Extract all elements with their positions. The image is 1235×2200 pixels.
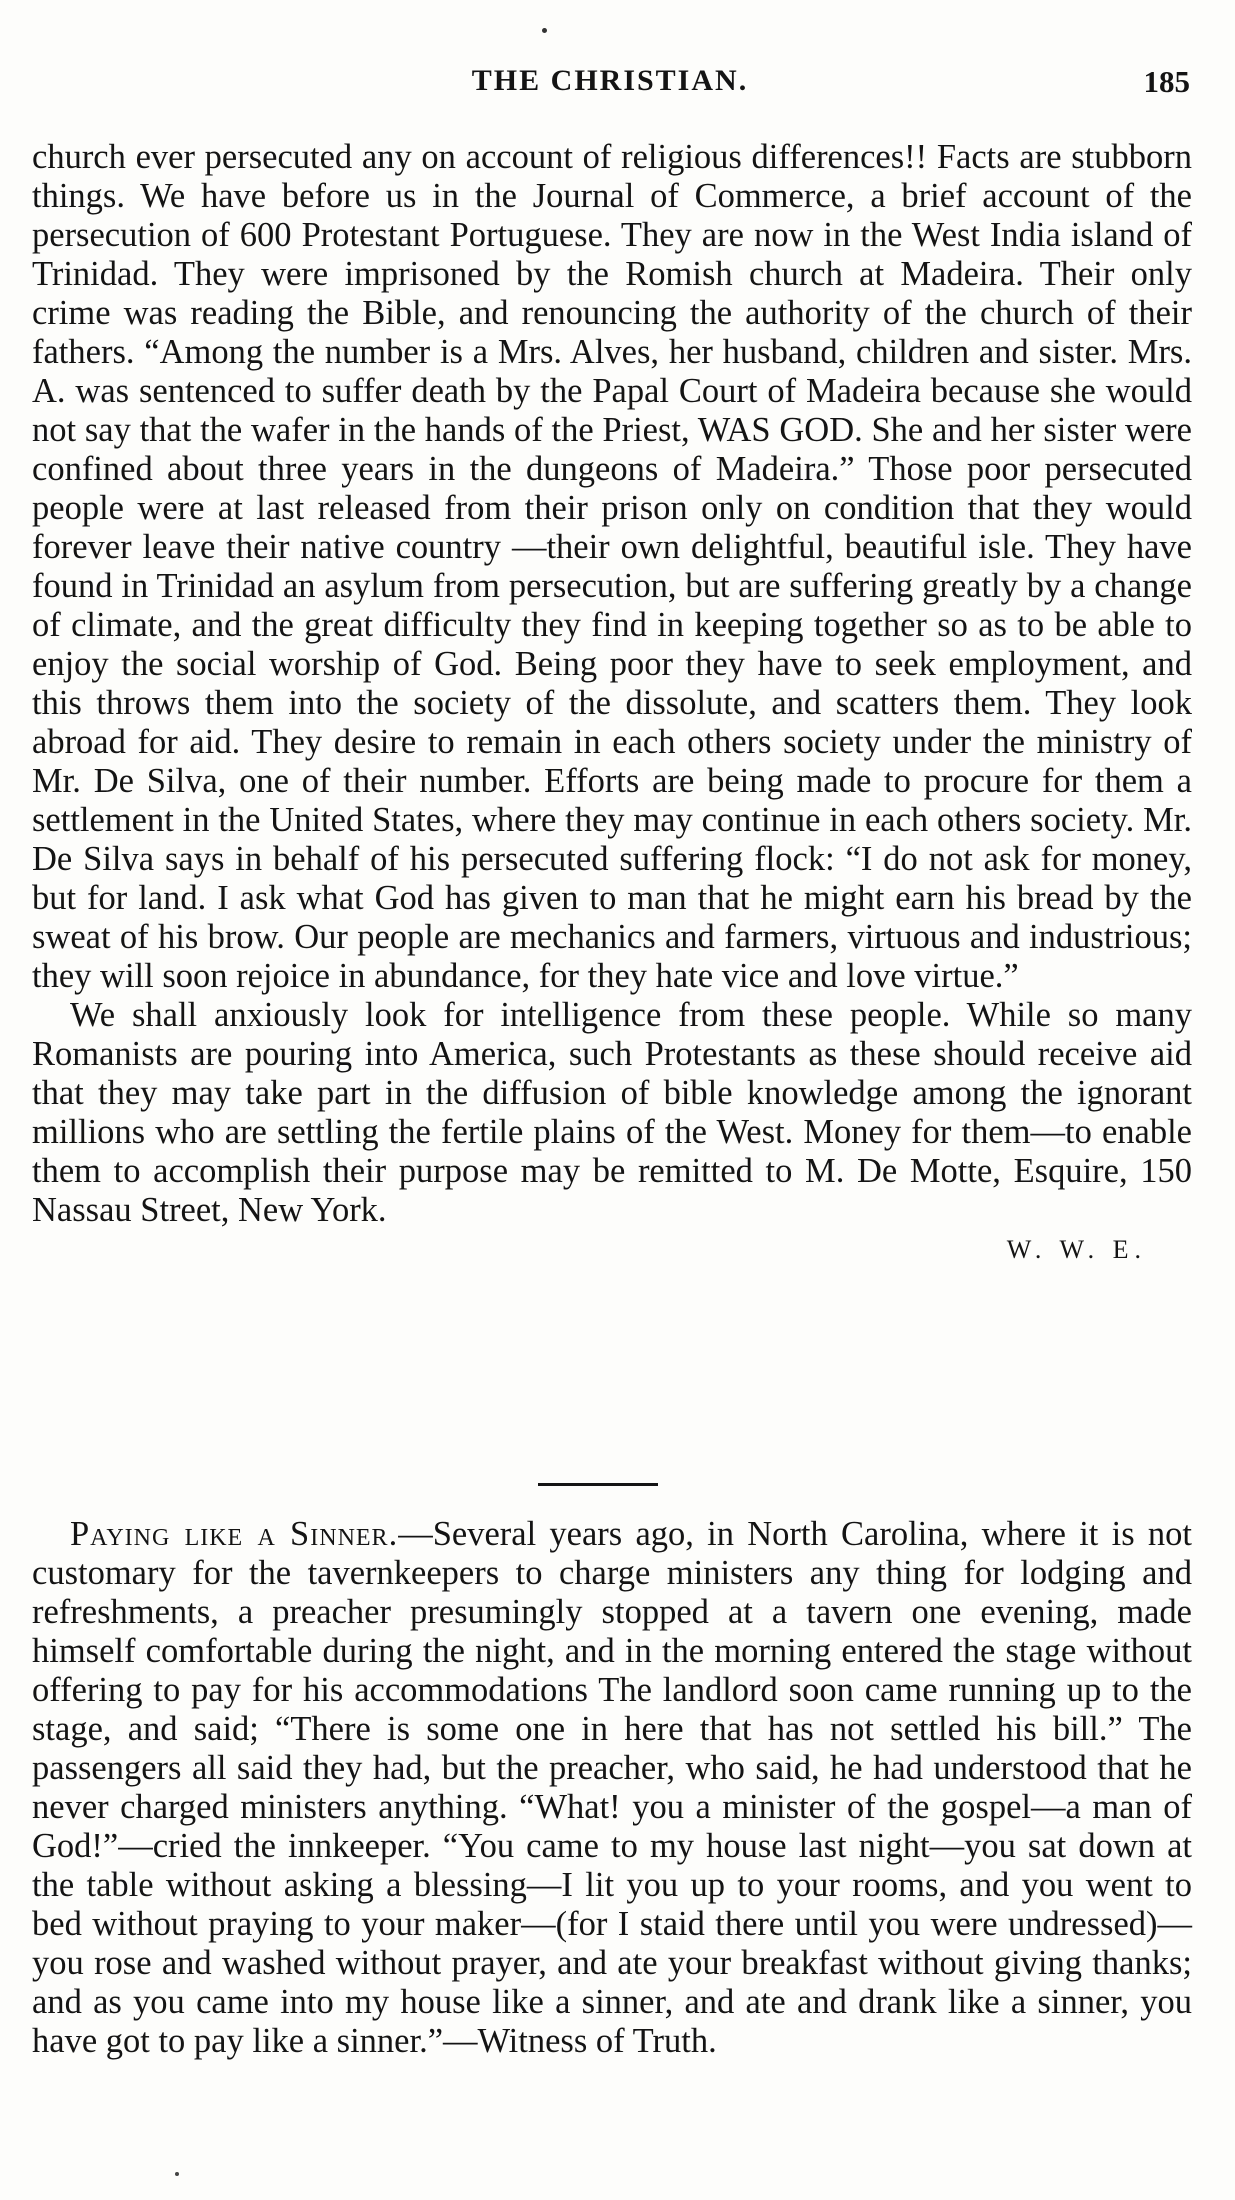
article-persecuted-protestants: [32, 138, 1192, 1270]
running-title: THE CHRISTIAN.: [471, 64, 749, 97]
article-paragraph: [32, 1515, 1192, 2061]
article-paragraph: church ever persecuted any on account of religious differences!! Facts are stubborn things. We have before us in the Journal of Commerce, a brief account of the persecution of 600 Protestant Portuguese. They are now in the West India island of Trinidad. They were imprisoned by the Romish church at Madeira. Their only crime was reading the Bible, and renouncing the authority of the church of their fathers. “Among the number is a Mrs. Alves, her husband, children and sister. Mrs. A. was sentenced to suffer death by the Papal Court of Madeira because she would not say that the wafer in the hands of the Priest, WAS GOD. She and her sister were confined about three years in the dungeons of Madeira.” Those poor persecuted people were at last released from their prison only on condition that they would forever leave their native country —their own delightful, beautiful isle. They have found in Trinidad an asylum from persecution, but are suffering greatly by a change of climate, and the great difficulty they find in keeping together so as to be able to enjoy the social worship of God. Being poor they have to seek employment, and this throws them into the society of the dissolute, and scatters them. They look abroad for aid. They desire to remain in each others society under the ministry of Mr. De Silva, one of their number. Efforts are being made to procure for them a settlement in the United States, where they may continue in each others society. Mr. De Silva says in behalf of his persecuted suffering flock: “I do not ask for money, but for land. I ask what God has given to man that he might earn his bread by the sweat of his brow. Our people are mechanics and farmers, virtuous and industrious; they will soon rejoice in abundance, for they hate vice and love virtue.”: [32, 138, 1192, 995]
article-paying-like-a-sinner: [32, 1515, 1192, 2061]
ink-speck: [175, 2172, 179, 2176]
article-paragraph: We shall anxiously look for intelligence from these people. While so many Romanists are pouring into America, such Protestants as these should receive aid that they may take part in the diffusion of bible knowledge among the ignorant millions who are settling the fertile plains of the West. Money for them—to enable them to accomplish their purpose may be remitted to M. De Motte, Esquire, 150 Nassau Street, New York.: [32, 996, 1192, 1229]
article-heading: Paying like a Sinner.: [70, 1515, 399, 1553]
article-body: —Several years ago, in North Carolina, where it is not customary for the tavernkeepers to charge ministers any thing for lodging and refreshments, a preacher presumingly stopped at a tavern one evening, made himself comfortable during the night, and in the morning entered the stage without offering to pay for his accommodations The landlord soon came running up to the stage, and said; “There is some one in here that has not settled his bill.” The passengers all said they had, but the preacher, who said, he had understood that he never charged ministers anything. “What! you a minister of the gospel—a man of God!”—cried the innkeeper. “You came to my house last night—you sat down at the table without asking a blessing—I lit you up to your rooms, and you went to bed without praying to your maker—(for I staid there until you were undressed)—you rose and washed without prayer, and ate your breakfast without giving thanks; and as you came into my house like a sinner, and ate and drank like a sinner, you have got to pay like a sinner.”—Witness of Truth.: [32, 1515, 1193, 2060]
author-signature: W. W. E.: [1006, 1235, 1147, 1264]
section-divider: [538, 1483, 658, 1486]
ink-speck: [542, 28, 547, 33]
page-header: [30, 64, 1190, 108]
page-number: 185: [1143, 64, 1190, 99]
